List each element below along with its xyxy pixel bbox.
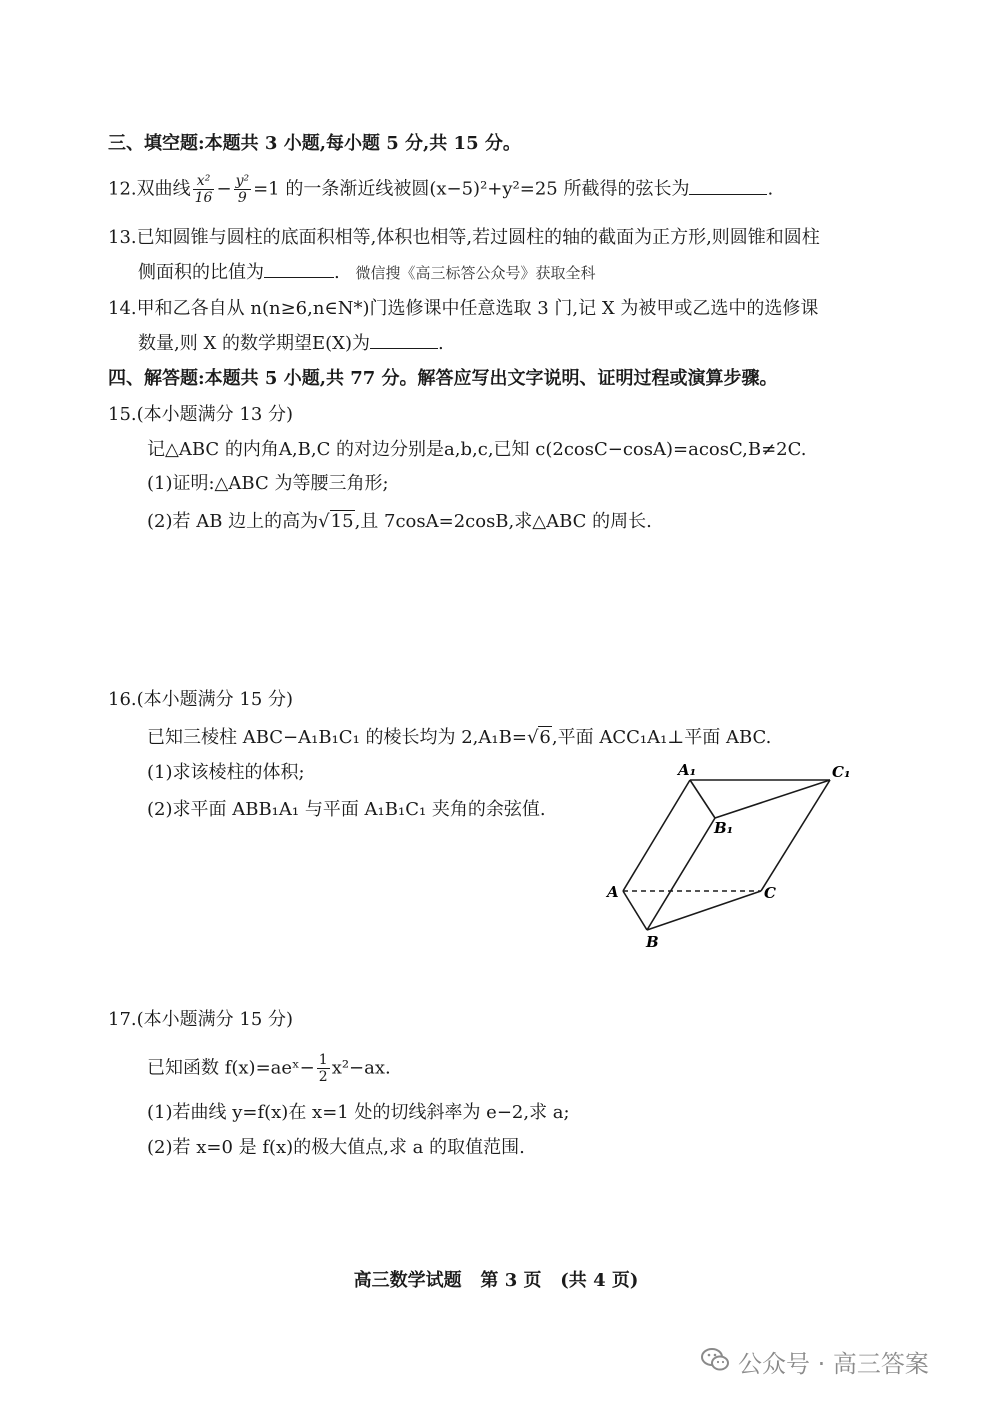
q12-post: =1 的一条渐近线被圆(x−5)²+y²=25 所截得的弦长为 bbox=[253, 178, 690, 200]
label-C1: C₁ bbox=[832, 763, 851, 781]
q12-end: . bbox=[767, 178, 774, 200]
section-4-heading: 四、解答题:本题共 5 小题,共 77 分。解答应写出文字说明、证明过程或演算步骤。 bbox=[108, 368, 778, 389]
q17-fraction: $\frac{1}{2}$ bbox=[318, 1052, 328, 1085]
question-14-line-1 bbox=[108, 296, 818, 322]
q17-stem-pre: 已知函数 f(x)=aeˣ− bbox=[147, 1057, 315, 1079]
edge-BC bbox=[647, 891, 761, 930]
q16-part-2: (2)求平面 ABB₁A₁ 与平面 A₁B₁C₁ 夹角的余弦值. bbox=[147, 799, 546, 820]
q13-line1: 已知圆锥与圆柱的底面积相等,体积也相等,若过圆柱的轴的截面为正方形,则圆锥和圆柱 bbox=[136, 227, 820, 248]
q13-answer-blank[interactable] bbox=[264, 259, 334, 278]
q16-stem bbox=[147, 725, 771, 751]
q12-minus: − bbox=[216, 178, 232, 200]
q13-number: 13. bbox=[108, 227, 137, 248]
q15-part-1: (1)证明:△ABC 为等腰三角形; bbox=[147, 473, 389, 494]
q12-pre: 双曲线 bbox=[136, 178, 191, 200]
q15-part2-pre: (2)若 AB 边上的高为 bbox=[147, 511, 319, 532]
label-B1: B₁ bbox=[714, 819, 734, 837]
q12-fraction-2: $\frac{\text{y²}}{9}$ bbox=[235, 173, 250, 206]
q17-stem-post: x²−ax. bbox=[331, 1057, 391, 1079]
q17-part-1: (1)若曲线 y=f(x)在 x=1 处的切线斜率为 e−2,求 a; bbox=[147, 1102, 570, 1123]
q12-answer-blank[interactable] bbox=[689, 176, 767, 195]
q15-header: 15.(本小题满分 13 分) bbox=[108, 404, 294, 425]
edge-C1C bbox=[761, 780, 830, 891]
q14-line2: 数量,则 X 的数学期望E(X)为 bbox=[138, 333, 370, 354]
q16-part-1: (1)求该棱柱的体积; bbox=[147, 762, 305, 783]
q12-fraction-1: $\frac{\text{x²}}{16}$ bbox=[194, 173, 213, 206]
q17-header: 17.(本小题满分 15 分) bbox=[108, 1009, 294, 1030]
q13-end: . bbox=[334, 262, 340, 283]
label-A1: A₁ bbox=[678, 761, 697, 779]
edge-B1C1 bbox=[715, 780, 830, 818]
q16-stem-b: ,平面 ACC₁A₁⊥平面 ABC. bbox=[551, 727, 772, 748]
question-14-line-2 bbox=[138, 330, 444, 357]
q16-stem-a: 已知三棱柱 ABC−A₁B₁C₁ 的棱长均为 2,A₁B= bbox=[147, 727, 527, 748]
question-12 bbox=[108, 173, 773, 206]
q12-number: 12. bbox=[108, 178, 137, 200]
q16-sqrt: √6 bbox=[526, 727, 551, 748]
q14-answer-blank[interactable] bbox=[370, 330, 438, 349]
prism-edges bbox=[623, 780, 830, 930]
wechat-icon bbox=[700, 1346, 730, 1374]
page-footer: 高三数学试题 第 3 页 (共 4 页) bbox=[353, 1270, 639, 1291]
label-B: B bbox=[646, 933, 659, 951]
prism-figure bbox=[590, 755, 870, 955]
label-C: C bbox=[764, 884, 776, 902]
q15-sqrt: √15 bbox=[318, 511, 354, 532]
q17-part-2: (2)若 x=0 是 f(x)的极大值点,求 a 的取值范围. bbox=[147, 1137, 525, 1158]
edge-AB bbox=[623, 891, 647, 930]
q17-stem bbox=[147, 1052, 391, 1085]
section-3-heading: 三、填空题:本题共 3 小题,每小题 5 分,共 15 分。 bbox=[108, 133, 521, 154]
q15-stem: 记△ABC 的内角A,B,C 的对边分别是a,b,c,已知 c(2cosC−cosA)=acosC,B≠2C. bbox=[147, 439, 807, 460]
edge-A1B1 bbox=[690, 780, 715, 818]
label-A: A bbox=[607, 883, 619, 901]
q14-number: 14. bbox=[108, 298, 137, 319]
question-13-line-1 bbox=[108, 225, 820, 251]
q15-part2-post: ,且 7cosA=2cosB,求△ABC 的周长. bbox=[354, 511, 652, 532]
q14-end: . bbox=[437, 333, 444, 354]
q14-line1: 甲和乙各自从 n(n≥6,n∈N*)门选修课中任意选取 3 门,记 X 为被甲或乙选中的选修课 bbox=[136, 298, 819, 319]
question-13-line-2 bbox=[138, 259, 595, 286]
q13-line2: 侧面积的比值为 bbox=[138, 262, 264, 283]
q15-part-2 bbox=[147, 509, 652, 535]
watermark-text: 公众号 · 高三答案 bbox=[738, 1350, 929, 1378]
q16-header: 16.(本小题满分 15 分) bbox=[108, 689, 294, 710]
q13-wechat-note: 微信搜《高三标答公众号》获取全科 bbox=[355, 264, 596, 282]
